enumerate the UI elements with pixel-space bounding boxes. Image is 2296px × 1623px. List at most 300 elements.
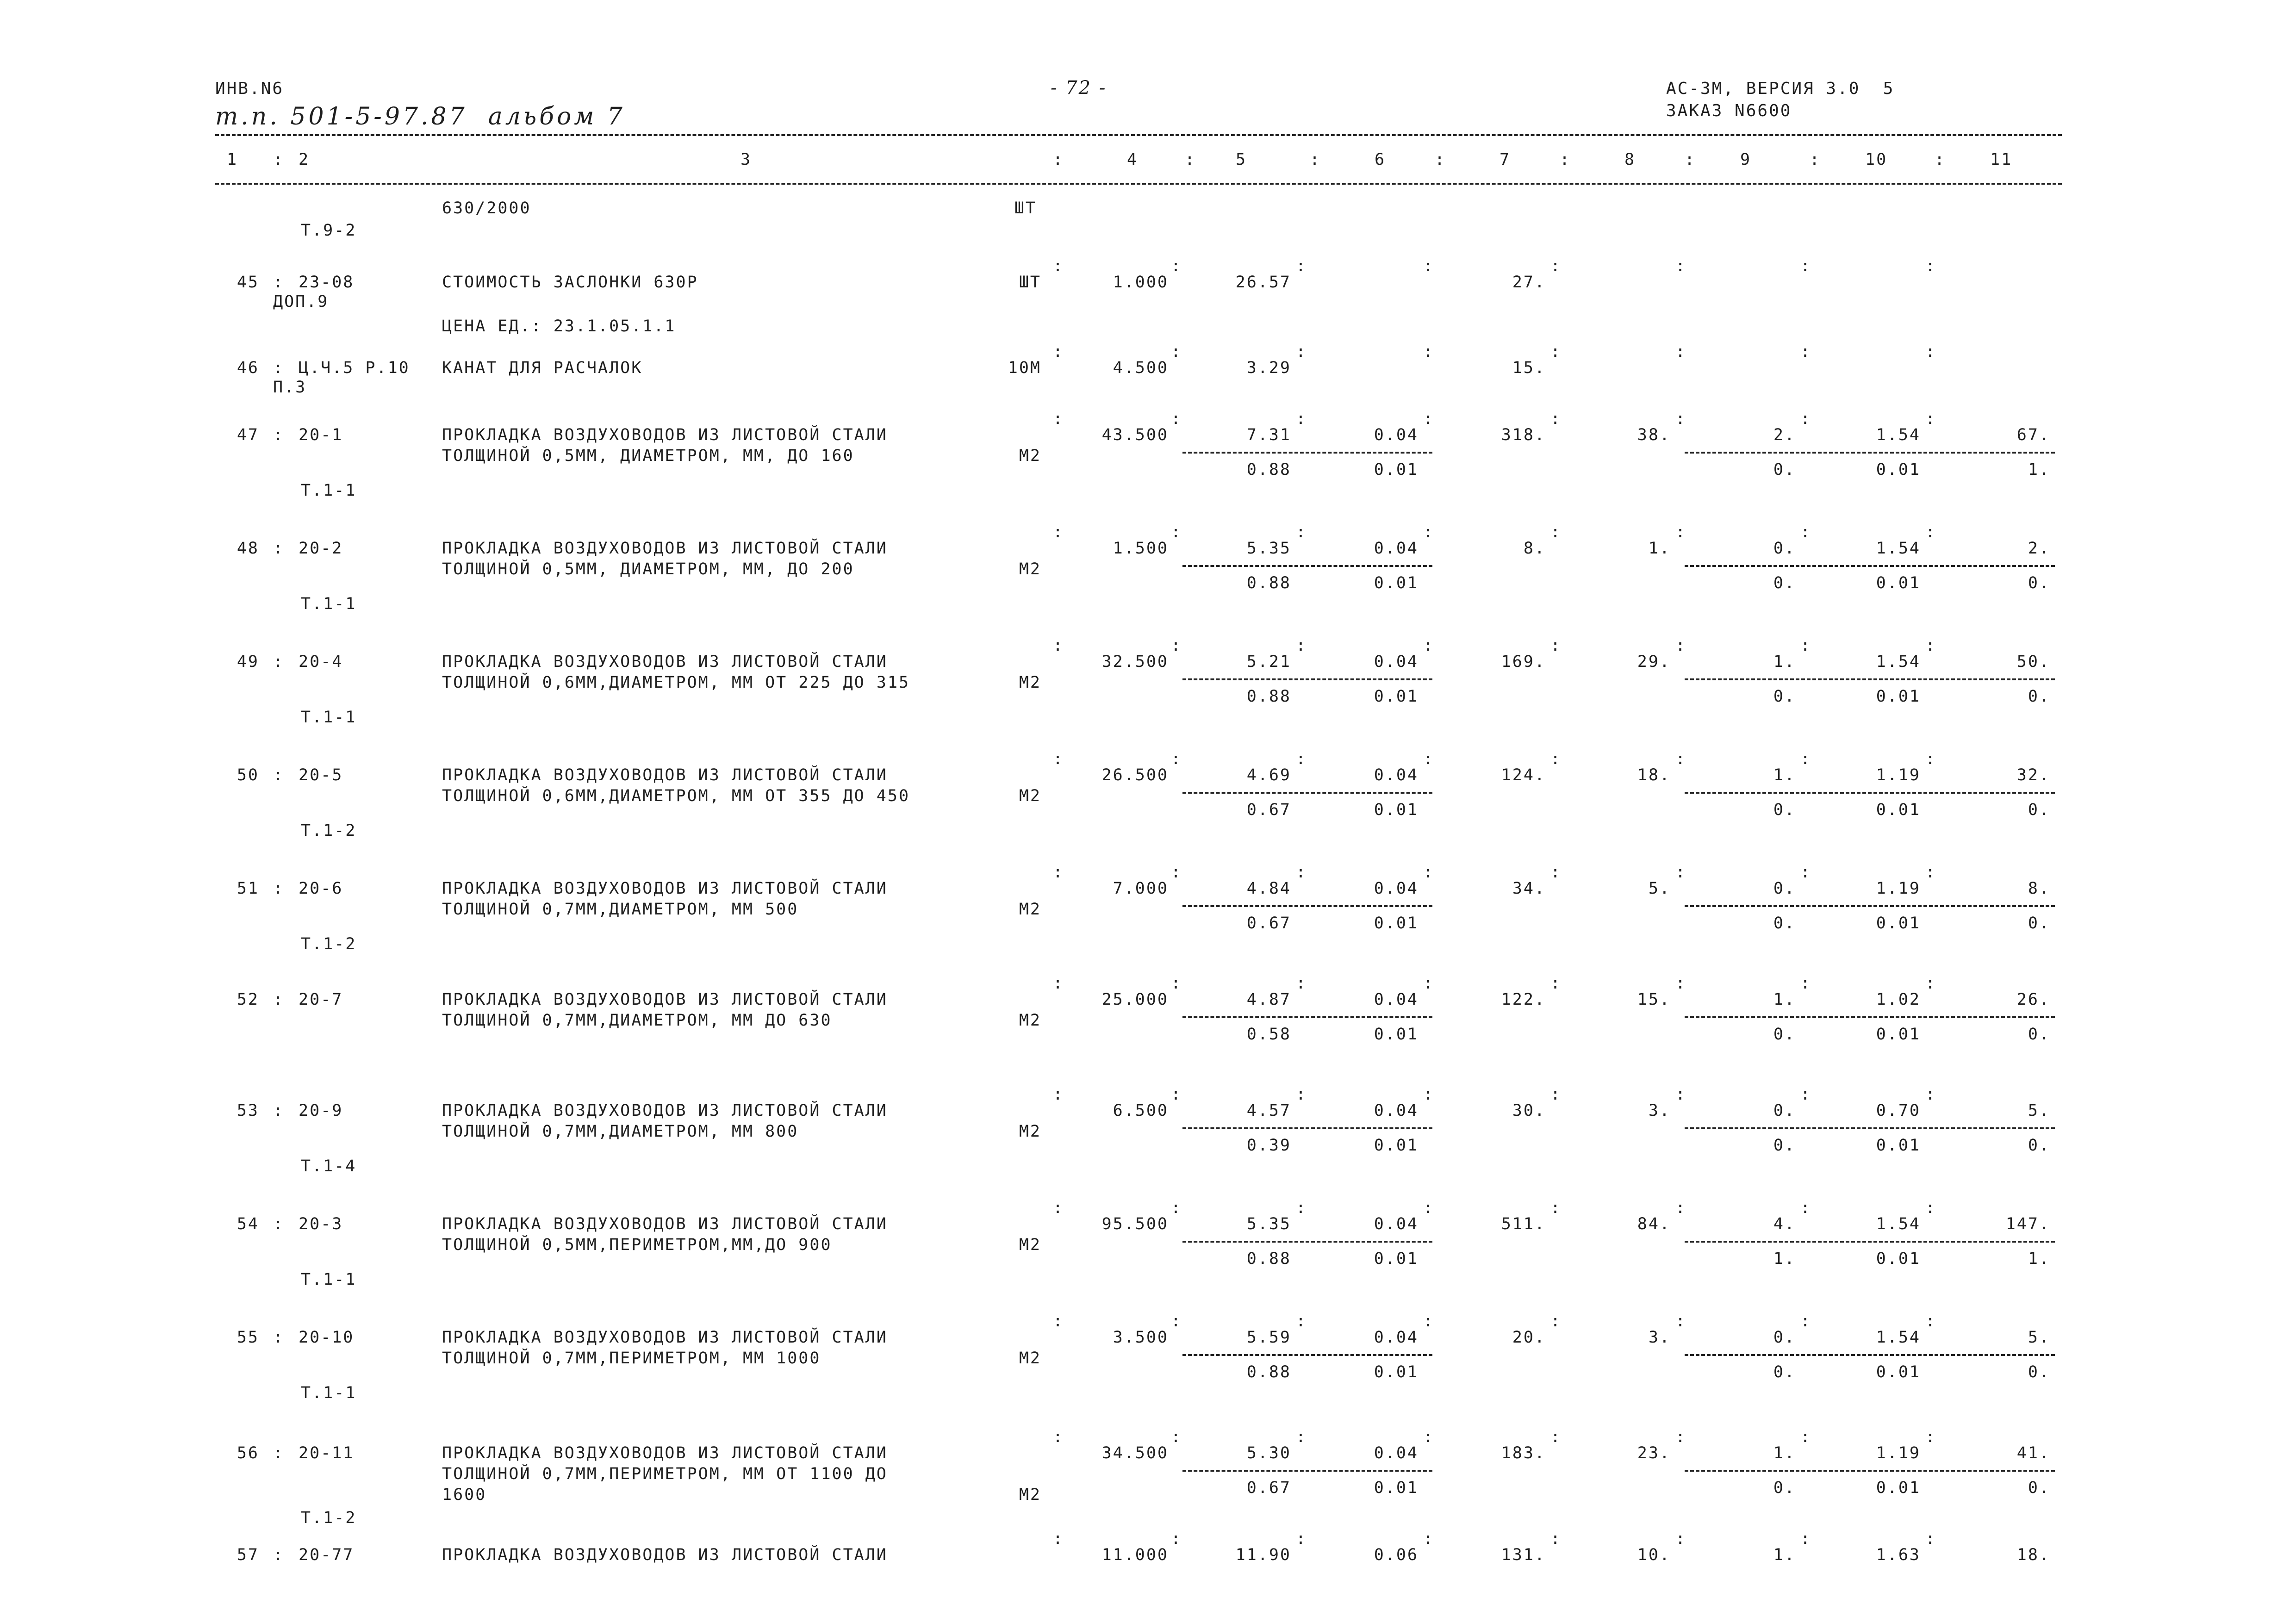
value-col-4: 43.500 — [1101, 426, 1169, 444]
rate-code: 20-2 — [299, 539, 343, 558]
subtotal-separator — [1685, 905, 2055, 907]
value-col-11: 2. — [2028, 539, 2050, 558]
value-col-4: 4.500 — [1113, 359, 1169, 377]
row-number: 53 — [236, 1101, 259, 1120]
column-divider: : — [1925, 636, 1937, 655]
value-col-6: 0.06 — [1374, 1546, 1419, 1564]
column-divider: : — [1685, 150, 1696, 169]
row-colon: : — [273, 1215, 285, 1233]
sub-value-col-11: 0. — [2028, 687, 2050, 706]
value-col-4: 25.000 — [1101, 990, 1169, 1009]
column-divider: : — [1053, 1530, 1064, 1548]
value-col-7: 34. — [1512, 879, 1546, 898]
row-number: 55 — [236, 1328, 259, 1347]
column-divider: : — [1800, 1199, 1812, 1217]
column-divider: : — [1675, 342, 1687, 361]
value-col-5: 4.57 — [1246, 1101, 1291, 1120]
sub-value-col-9: 0. — [1773, 460, 1796, 479]
value-col-5: 5.35 — [1246, 539, 1291, 558]
column-divider: : — [1171, 636, 1182, 655]
subtotal-separator — [1685, 565, 2055, 567]
sub-value-col-11: 0. — [2028, 1363, 2050, 1381]
sub-value-col-5: 0.58 — [1246, 1025, 1291, 1044]
value-col-7: 20. — [1512, 1328, 1546, 1347]
subtotal-separator — [1182, 565, 1432, 567]
column-divider: : — [1925, 410, 1937, 428]
column-divider: : — [1560, 150, 1571, 169]
column-divider: : — [1423, 1199, 1435, 1217]
value-col-10: 0.70 — [1876, 1101, 1921, 1120]
value-col-11: 5. — [2028, 1101, 2050, 1120]
column-number: 4 — [1127, 150, 1139, 169]
sub-value-col-6: 0.01 — [1374, 1025, 1419, 1044]
value-col-10: 1.54 — [1876, 1215, 1921, 1233]
column-divider: : — [1925, 1199, 1937, 1217]
value-col-6: 0.04 — [1374, 879, 1419, 898]
column-divider: : — [1675, 1428, 1687, 1446]
column-divider: : — [1675, 974, 1687, 993]
value-col-11: 32. — [2016, 766, 2050, 784]
value-col-5: 3.29 — [1246, 359, 1291, 377]
description-line-2: ТОЛЩИНОЙ 0,7ММ,ДИАМЕТРОМ, ММ 800 — [442, 1122, 799, 1141]
description-line-2: ТОЛЩИНОЙ 0,6ММ,ДИАМЕТРОМ, ММ ОТ 225 ДО 315 — [442, 673, 910, 692]
subtotal-separator — [1685, 678, 2055, 680]
row-number: 51 — [236, 879, 259, 898]
value-col-10: 1.19 — [1876, 766, 1921, 784]
value-col-10: 1.54 — [1876, 426, 1921, 444]
description-line-2: ТОЛЩИНОЙ 0,6ММ,ДИАМЕТРОМ, ММ ОТ 355 ДО 450 — [442, 787, 910, 805]
sub-value-col-6: 0.01 — [1374, 687, 1419, 706]
column-divider: : — [1925, 1428, 1937, 1446]
sub-value-col-6: 0.01 — [1374, 1136, 1419, 1155]
unit: М2 — [1019, 1486, 1041, 1504]
column-divider: : — [1550, 523, 1562, 541]
column-divider: : — [1423, 257, 1435, 275]
column-divider: : — [1550, 1085, 1562, 1104]
value-col-4: 1.500 — [1113, 539, 1169, 558]
column-divider: : — [1800, 1530, 1812, 1548]
rate-code: Ц.Ч.5 Р.10 — [299, 359, 410, 377]
sub-value-col-6: 0.01 — [1374, 1363, 1419, 1381]
subtotal-separator — [1182, 678, 1432, 680]
column-divider: : — [1925, 257, 1937, 275]
value-col-11: 41. — [2016, 1444, 2050, 1462]
description-line-1: ПРОКЛАДКА ВОЗДУХОВОДОВ ИЗ ЛИСТОВОЙ СТАЛИ — [442, 1328, 888, 1347]
column-divider: : — [1675, 1199, 1687, 1217]
value-col-8: 15. — [1637, 990, 1671, 1009]
value-col-4: 1.000 — [1113, 273, 1169, 292]
column-number: 9 — [1740, 150, 1752, 169]
column-number: 7 — [1500, 150, 1511, 169]
column-divider: : — [1171, 1085, 1182, 1104]
value-col-7: 169. — [1501, 653, 1546, 671]
row-colon: : — [273, 879, 285, 898]
column-divider: : — [1550, 1312, 1562, 1331]
column-divider: : — [1800, 1312, 1812, 1331]
column-divider: : — [1800, 863, 1812, 882]
column-divider: : — [1550, 974, 1562, 993]
column-divider: : — [1925, 974, 1937, 993]
sub-value-col-11: 1. — [2028, 460, 2050, 479]
value-col-6: 0.04 — [1374, 1101, 1419, 1120]
description-line-1: ПРОКЛАДКА ВОЗДУХОВОДОВ ИЗ ЛИСТОВОЙ СТАЛИ — [442, 1101, 888, 1120]
column-divider: : — [1171, 342, 1182, 361]
description-line-1: ПРОКЛАДКА ВОЗДУХОВОДОВ ИЗ ЛИСТОВОЙ СТАЛИ — [442, 1215, 888, 1233]
sub-value-col-6: 0.01 — [1374, 1479, 1419, 1497]
column-divider: : — [1935, 150, 1946, 169]
value-col-7: 318. — [1501, 426, 1546, 444]
value-col-7: 511. — [1501, 1215, 1546, 1233]
value-col-9: 0. — [1773, 1101, 1796, 1120]
row-colon: : — [273, 359, 285, 377]
column-divider: : — [1296, 1085, 1307, 1104]
description-line-2: ТОЛЩИНОЙ 0,7ММ,ДИАМЕТРОМ, ММ 500 — [442, 900, 799, 919]
column-divider: : — [1925, 523, 1937, 541]
value-col-6: 0.04 — [1374, 990, 1419, 1009]
unit-price-reference: ЦЕНА ЕД.: 23.1.05.1.1 — [442, 317, 676, 336]
value-col-8: 38. — [1637, 426, 1671, 444]
column-divider: : — [1053, 1312, 1064, 1331]
value-col-4: 32.500 — [1101, 653, 1169, 671]
description-line-1: ПРОКЛАДКА ВОЗДУХОВОДОВ ИЗ ЛИСТОВОЙ СТАЛИ — [442, 1546, 888, 1564]
value-col-6: 0.04 — [1374, 426, 1419, 444]
value-col-9: 1. — [1773, 1546, 1796, 1564]
description-line-1: ПРОКЛАДКА ВОЗДУХОВОДОВ ИЗ ЛИСТОВОЙ СТАЛИ — [442, 990, 888, 1009]
description-line-2: ТОЛЩИНОЙ 0,5ММ,ПЕРИМЕТРОМ,ММ,ДО 900 — [442, 1236, 832, 1254]
row-colon: : — [273, 1444, 285, 1462]
column-divider: : — [1171, 974, 1182, 993]
column-divider: : — [1053, 410, 1064, 428]
column-divider: : — [1423, 1312, 1435, 1331]
column-divider: : — [1925, 1312, 1937, 1331]
subtotal-separator — [1182, 905, 1432, 907]
column-header-separator — [215, 183, 2062, 185]
value-col-9: 1. — [1773, 990, 1796, 1009]
sub-value-col-5: 0.67 — [1246, 801, 1291, 819]
column-divider: : — [1423, 974, 1435, 993]
sub-value-col-9: 0. — [1773, 801, 1796, 819]
row-number: 54 — [236, 1215, 259, 1233]
column-divider: : — [1810, 150, 1821, 169]
column-divider: : — [1550, 342, 1562, 361]
description-line-1: ПРОКЛАДКА ВОЗДУХОВОДОВ ИЗ ЛИСТОВОЙ СТАЛИ — [442, 1444, 888, 1462]
column-divider: : — [1800, 750, 1812, 768]
row-colon: : — [273, 539, 285, 558]
program-version: АС-3М, ВЕРСИЯ 3.0 5 — [1666, 79, 1895, 98]
column-divider: : — [1053, 150, 1064, 169]
table-code: Т.1-1 — [301, 708, 357, 727]
column-divider: : — [1171, 523, 1182, 541]
table-code: Т.1-2 — [301, 821, 357, 840]
table-code: Т.1-1 — [301, 1270, 357, 1289]
value-col-10: 1.02 — [1876, 990, 1921, 1009]
description-line-2: ТОЛЩИНОЙ 0,5ММ, ДИАМЕТРОМ, ММ, ДО 200 — [442, 560, 854, 578]
sub-value-col-5: 0.88 — [1246, 460, 1291, 479]
column-divider: : — [1296, 750, 1307, 768]
value-col-11: 5. — [2028, 1328, 2050, 1347]
value-col-6: 0.04 — [1374, 653, 1419, 671]
unit: М2 — [1019, 1236, 1041, 1254]
column-divider: : — [1423, 1085, 1435, 1104]
column-divider: : — [1310, 150, 1321, 169]
column-divider: : — [1053, 636, 1064, 655]
row-colon: : — [273, 1328, 285, 1347]
sub-value-col-11: 0. — [2028, 574, 2050, 592]
sub-value-col-11: 0. — [2028, 1136, 2050, 1155]
column-divider: : — [1925, 863, 1937, 882]
column-divider: : — [1550, 1428, 1562, 1446]
column-divider: : — [273, 150, 285, 169]
value-col-8: 3. — [1648, 1101, 1671, 1120]
value-col-7: 8. — [1523, 539, 1546, 558]
column-divider: : — [1296, 1312, 1307, 1331]
sub-value-col-6: 0.01 — [1374, 1250, 1419, 1268]
column-divider: : — [1675, 1085, 1687, 1104]
value-col-9: 1. — [1773, 1444, 1796, 1462]
value-col-6: 0.04 — [1374, 1328, 1419, 1347]
column-divider: : — [1053, 1085, 1064, 1104]
column-number: 10 — [1865, 150, 1888, 169]
subtotal-separator — [1182, 1470, 1432, 1472]
column-divider: : — [1423, 750, 1435, 768]
column-divider: : — [1296, 974, 1307, 993]
subtotal-separator — [1182, 1241, 1432, 1243]
value-col-11: 50. — [2016, 653, 2050, 671]
column-divider: : — [1800, 636, 1812, 655]
row-number: 52 — [236, 990, 259, 1009]
column-divider: : — [1800, 1428, 1812, 1446]
sub-value-col-6: 0.01 — [1374, 801, 1419, 819]
sub-value-col-10: 0.01 — [1876, 687, 1921, 706]
column-divider: : — [1925, 342, 1937, 361]
value-col-8: 5. — [1648, 879, 1671, 898]
column-divider: : — [1053, 1199, 1064, 1217]
value-col-10: 1.19 — [1876, 879, 1921, 898]
subtotal-separator — [1182, 1016, 1432, 1018]
column-divider: : — [1925, 750, 1937, 768]
rate-code: 20-77 — [299, 1546, 355, 1564]
value-col-9: 0. — [1773, 879, 1796, 898]
description-line-1: ПРОКЛАДКА ВОЗДУХОВОДОВ ИЗ ЛИСТОВОЙ СТАЛИ — [442, 539, 888, 558]
sub-value-col-10: 0.01 — [1876, 1250, 1921, 1268]
row-colon: : — [273, 990, 285, 1009]
value-col-9: 4. — [1773, 1215, 1796, 1233]
column-divider: : — [1423, 523, 1435, 541]
subtotal-separator — [1182, 792, 1432, 794]
column-divider: : — [1675, 863, 1687, 882]
value-col-9: 1. — [1773, 766, 1796, 784]
column-number: 11 — [1990, 150, 2013, 169]
column-divider: : — [1171, 1312, 1182, 1331]
top-block-code: Т.9-2 — [301, 221, 357, 240]
description-line-3: 1600 — [442, 1486, 487, 1504]
sub-value-col-5: 0.88 — [1246, 574, 1291, 592]
column-number: 5 — [1236, 150, 1247, 169]
row-number: 49 — [236, 653, 259, 671]
description-line-1: ПРОКЛАДКА ВОЗДУХОВОДОВ ИЗ ЛИСТОВОЙ СТАЛИ — [442, 766, 888, 784]
column-divider: : — [1675, 257, 1687, 275]
value-col-9: 2. — [1773, 426, 1796, 444]
column-divider: : — [1053, 342, 1064, 361]
column-divider: : — [1675, 636, 1687, 655]
value-col-11: 67. — [2016, 426, 2050, 444]
value-col-4: 34.500 — [1101, 1444, 1169, 1462]
top-block-unit: ШТ — [1014, 199, 1037, 218]
sub-value-col-5: 0.88 — [1246, 687, 1291, 706]
unit: М2 — [1019, 1122, 1041, 1141]
sub-value-col-5: 0.39 — [1246, 1136, 1291, 1155]
sub-value-col-5: 0.67 — [1246, 914, 1291, 933]
column-divider: : — [1171, 1199, 1182, 1217]
column-divider: : — [1053, 863, 1064, 882]
rate-code: 20-9 — [299, 1101, 343, 1120]
column-divider: : — [1800, 1085, 1812, 1104]
row-number: 45 — [236, 273, 259, 292]
sub-value-col-9: 0. — [1773, 914, 1796, 933]
value-col-4: 3.500 — [1113, 1328, 1169, 1347]
description-line-2: ТОЛЩИНОЙ 0,7ММ,ПЕРИМЕТРОМ, ММ 1000 — [442, 1349, 821, 1368]
column-number: 3 — [740, 150, 752, 169]
subtotal-separator — [1685, 1016, 2055, 1018]
value-col-9: 1. — [1773, 653, 1796, 671]
subtotal-separator — [1685, 792, 2055, 794]
page-number: - 72 - — [1051, 77, 1107, 99]
top-block-text: 630/2000 — [442, 199, 531, 218]
sub-value-col-5: 0.88 — [1246, 1363, 1291, 1381]
sub-value-col-9: 1. — [1773, 1250, 1796, 1268]
sub-value-col-5: 0.67 — [1246, 1479, 1291, 1497]
column-number: 1 — [227, 150, 238, 169]
value-col-8: 23. — [1637, 1444, 1671, 1462]
rate-code: 23-08 — [299, 273, 355, 292]
sub-value-col-9: 0. — [1773, 687, 1796, 706]
rate-code: 20-4 — [299, 653, 343, 671]
value-col-7: 124. — [1501, 766, 1546, 784]
description-line-2: ТОЛЩИНОЙ 0,7ММ,ДИАМЕТРОМ, ММ ДО 630 — [442, 1011, 832, 1030]
table-code: Т.1-1 — [301, 481, 357, 500]
column-divider: : — [1053, 1428, 1064, 1446]
unit: М2 — [1019, 787, 1041, 805]
column-divider: : — [1296, 1199, 1307, 1217]
description-line-1: ПРОКЛАДКА ВОЗДУХОВОДОВ ИЗ ЛИСТОВОЙ СТАЛИ — [442, 426, 888, 444]
description-line-2: ТОЛЩИНОЙ 0,5ММ, ДИАМЕТРОМ, ММ, ДО 160 — [442, 447, 854, 465]
value-col-4: 11.000 — [1101, 1546, 1169, 1564]
column-divider: : — [1423, 410, 1435, 428]
value-col-7: 15. — [1512, 359, 1546, 377]
table-code: Т.1-4 — [301, 1157, 357, 1175]
value-col-10: 1.19 — [1876, 1444, 1921, 1462]
column-divider: : — [1550, 410, 1562, 428]
value-col-5: 5.30 — [1246, 1444, 1291, 1462]
column-divider: : — [1171, 750, 1182, 768]
value-col-5: 26.57 — [1235, 273, 1291, 292]
column-divider: : — [1675, 1530, 1687, 1548]
value-col-6: 0.04 — [1374, 1444, 1419, 1462]
column-divider: : — [1550, 1199, 1562, 1217]
column-divider: : — [1550, 257, 1562, 275]
row-colon: : — [273, 766, 285, 784]
column-divider: : — [1423, 863, 1435, 882]
value-col-4: 7.000 — [1113, 879, 1169, 898]
column-divider: : — [1296, 257, 1307, 275]
sub-value-col-5: 0.88 — [1246, 1250, 1291, 1268]
column-divider: : — [1296, 636, 1307, 655]
description-line-1: ПРОКЛАДКА ВОЗДУХОВОДОВ ИЗ ЛИСТОВОЙ СТАЛИ — [442, 879, 888, 898]
value-col-8: 29. — [1637, 653, 1671, 671]
description-line-1: ПРОКЛАДКА ВОЗДУХОВОДОВ ИЗ ЛИСТОВОЙ СТАЛИ — [442, 653, 888, 671]
column-divider: : — [1171, 1530, 1182, 1548]
sub-value-col-9: 0. — [1773, 574, 1796, 592]
row-colon: : — [273, 426, 285, 444]
value-col-8: 1. — [1648, 539, 1671, 558]
unit: М2 — [1019, 1011, 1041, 1030]
subtotal-separator — [1182, 452, 1432, 454]
value-col-8: 84. — [1637, 1215, 1671, 1233]
value-col-7: 122. — [1501, 990, 1546, 1009]
value-col-10: 1.54 — [1876, 653, 1921, 671]
column-divider: : — [1675, 410, 1687, 428]
value-col-11: 8. — [2028, 879, 2050, 898]
subtotal-separator — [1685, 1354, 2055, 1356]
value-col-11: 26. — [2016, 990, 2050, 1009]
value-col-10: 1.63 — [1876, 1546, 1921, 1564]
sub-value-col-10: 0.01 — [1876, 574, 1921, 592]
rate-code: 20-7 — [299, 990, 343, 1009]
value-col-7: 183. — [1501, 1444, 1546, 1462]
value-col-5: 7.31 — [1246, 426, 1291, 444]
subtotal-separator — [1685, 1241, 2055, 1243]
column-divider: : — [1296, 863, 1307, 882]
column-divider: : — [1296, 523, 1307, 541]
column-divider: : — [1296, 1530, 1307, 1548]
sub-value-col-11: 0. — [2028, 1025, 2050, 1044]
column-divider: : — [1423, 1530, 1435, 1548]
sub-value-col-9: 0. — [1773, 1479, 1796, 1497]
value-col-8: 3. — [1648, 1328, 1671, 1347]
sub-value-col-10: 0.01 — [1876, 801, 1921, 819]
column-divider: : — [1550, 1530, 1562, 1548]
rate-code: 20-10 — [299, 1328, 355, 1347]
project-reference: т.п. 501-5-97.87 альбом 7 — [215, 103, 625, 131]
table-code: Т.1-2 — [301, 935, 357, 953]
column-divider: : — [1675, 750, 1687, 768]
sub-value-col-10: 0.01 — [1876, 1363, 1921, 1381]
header-underline — [215, 134, 2062, 136]
value-col-5: 5.59 — [1246, 1328, 1291, 1347]
description-line-1: КАНАТ ДЛЯ РАСЧАЛОК — [442, 359, 643, 377]
row-colon: : — [273, 1546, 285, 1564]
value-col-4: 26.500 — [1101, 766, 1169, 784]
subtotal-separator — [1182, 1127, 1432, 1129]
row-number: 56 — [236, 1444, 259, 1462]
column-divider: : — [1675, 523, 1687, 541]
value-col-6: 0.04 — [1374, 766, 1419, 784]
column-divider: : — [1423, 1428, 1435, 1446]
row-number: 57 — [236, 1546, 259, 1564]
subtotal-separator — [1685, 1470, 2055, 1472]
sub-value-col-6: 0.01 — [1374, 460, 1419, 479]
column-divider: : — [1185, 150, 1196, 169]
column-divider: : — [1171, 410, 1182, 428]
unit: М2 — [1019, 1349, 1041, 1368]
sub-value-col-9: 0. — [1773, 1136, 1796, 1155]
sub-value-col-10: 0.01 — [1876, 914, 1921, 933]
column-divider: : — [1296, 1428, 1307, 1446]
value-col-7: 30. — [1512, 1101, 1546, 1120]
subtotal-separator — [1685, 452, 2055, 454]
column-divider: : — [1550, 863, 1562, 882]
rate-code: 20-5 — [299, 766, 343, 784]
